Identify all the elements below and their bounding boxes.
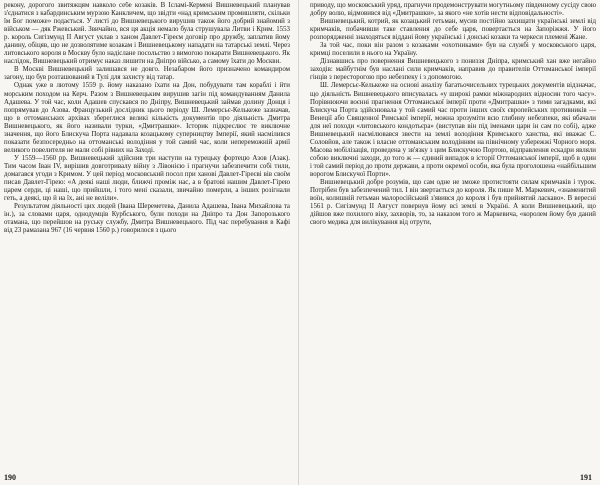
right-paragraph-6: Вишневецький добре розумів, що сам одне не зможе протистояти силам кримчаків і турок. Потрібен був забезпечений тил. І він звертається до короля. Як пише М. Маркевич, «знаменитий воїн, колишній гетьман малоросійський з'явився до короля і був прийнятий ласкаво». В вересні 1561 р. Сигізмунд II Август повернув йому всі землі в Україні. А коли Вишневецький, що дійшов вже похилого віку, захворів, то, за наказом того ж Маркевича, «королем йому був даний свого медика для вилікування від отрути, <box>310 179 596 227</box>
right-paragraph-1: приводу, що московський уряд, прагнучи продемонструвати могутньому південному сусіду свою добру волю, відмовився від «Дмитрашки», за якого «не хотів нести відповідальності». <box>310 2 596 18</box>
left-paragraph-3: Однак уже в лютому 1559 р. йому наказано їхати на Дон, побудувати там кораблі і йти морським походом на Керч. Разом з Вишневецьким вирушив загін під командуванням Данила Адашева. У той час, коли Адашев спускався по Дніпру, Вишневецький займав долину Донця і попрямував до Азова. Французький дослідник цього періоду Ш. Лемерсьє-Келькеже зазначав, що в оттоманських архівах збереглися великі кількість документів про діяльність Дмитра Вишневецького, як його називали турки, «Дмитрашки». Історик підкреслює те виключне значення, що його Блискуча Порта надавала козацькому суперництву Імперії, який насмілився показати безпосередньо на оттоманські володіння у той самий час, коли непереможній армії великого повелителя не мали собі рівних на Заході. <box>4 82 290 154</box>
right-page-number: 191 <box>580 473 592 482</box>
right-paragraph-3: За той час, поки він разом з козаками «охотниками» був на службі у московського царя, кримці поселили в нього на Україну. <box>310 42 596 58</box>
left-paragraph-4: У 1559—1560 рр. Вишневецький здійснив три наступи на турецьку фортецю Азов (Азак). Тим часом Іван IV, вирішив довготривалу війну з Лівонією і прагнучи забезпечити собі тили, домагався угоди з Кримом. У цей період московський посол при ханові Давлет-Гіреєві вів своїм писав Давлет-Гірею: «А деякі наші люди, ближчі проміж нас, а в братові нашим Давлет-Гірею царем серди, ці наші, що прийшли, і того мені сказали, звичайно померли, а інших розігнали геть, а деякі, що й на їх, ані не веліли». <box>4 154 290 203</box>
left-paragraph-2: В Москві Вишневецький залишався не довго. Незабаром його призначено командиром загону, що був розташований в Тулі для захисту від татар. <box>4 66 290 82</box>
right-paragraph-4: Дізнавшись про повернення Вишневецького з пониззя Дніпра, кримський хан вже негайно заходів: майбутнім був наслані сили кримчаків, направив до правителів Оттоманської імперії гінців з пересторогою про небезпеку і з допомогою. <box>310 58 596 82</box>
left-page-number: 190 <box>4 473 16 482</box>
right-paragraph-5: Ш. Лемерсьє-Келькеже на основі аналізу багатьочисельних турецьких документів відзначає, що діяльність Вишневецького вписувалась «у широкі рамки міжнародних відносин того часу». Порівнюючи воєнні прагнення Оттоманської імперії проти «Дмитрашки» з тими загадками, які Блискуча Порта здійснювала у той самий час проти інших своїх європейських противників — Венеції або Священної Римської імперії, можна зрозуміти всю глибину небезпеки, які вбачали для неї походи «литовського кондотьєра» (виступав він під іменами цари ін сам по собі), адже Вишневецький насмілювався звести на землі володіння Кримського ханства, які вважає С. Соловйов, але також і власне оттоманським володінням на північному узбережжі Чорного моря. Масова мобілізація, проведена у зв'язку з цим Блискучою Портою, відправлення ескадри являли собою виключні заходи, до того ж — єдиний випадок в історії Оттоманської імперії, щоб в один і той самий період до проти держави, а проти окремої особи, яка була проголошена «найбільшим ворогом Блискучої Порти». <box>310 82 596 178</box>
left-page <box>4 2 290 472</box>
book-gutter <box>298 0 299 485</box>
left-paragraph-1: рекону, дорогого звитяжцям навколо себе козаків. В Ісламі-Кермені Вишневецький планував з'єднатися з кабардинським мурзою Канкличем, що звідти «над кримським промишляти, скільки їм Бог поможе» подається. У листі до Вишневецького вирушив також його добрий знайомий з військом — дяк Ржевський. Звичайно, вся ця акція немало була струшувала Литви і Крим. 1553 р. король Сигізмунд II Август уклав з ханом Давлет-Гіреєм договір про дружбу, заплатив йому данину, обіцяв, що не дозволятиме козакам і Вишневецькому нападати на татарські землі. Через литовського короля в Москву було надіслане посольство з вимогою покарати Вишневецького. Як наслідок, Вишневецький отримує наказ лишити на Дніпро військо, а самому їхати до Москви. <box>4 2 290 66</box>
right-paragraph-2: Вишневецький, котрий, як козацький гетьман, мусив постійно захищати українські землі від кримчаків, побачивши таке ставлення до себе царя, повертається на Запоріжжя. У його розпорядженні знаходяться віддані йому українські і донські козаки та черкеси племені Жане. <box>310 18 596 42</box>
left-paragraph-5: Результатом діяльності цих людей (Івана Шереметева, Данила Адашева, Івана Михайлова та ін.), за словами царя, однодумців Курбського, були походи на Дніпро та Дон Запорозького отамана, що перейшов на руську службу, Дмитра Вишневецького. Під час перебування в Кафі від 23 рамазана 967 (16 червня 1560 р.) говорилося з цього <box>4 203 290 235</box>
right-page <box>310 2 596 472</box>
